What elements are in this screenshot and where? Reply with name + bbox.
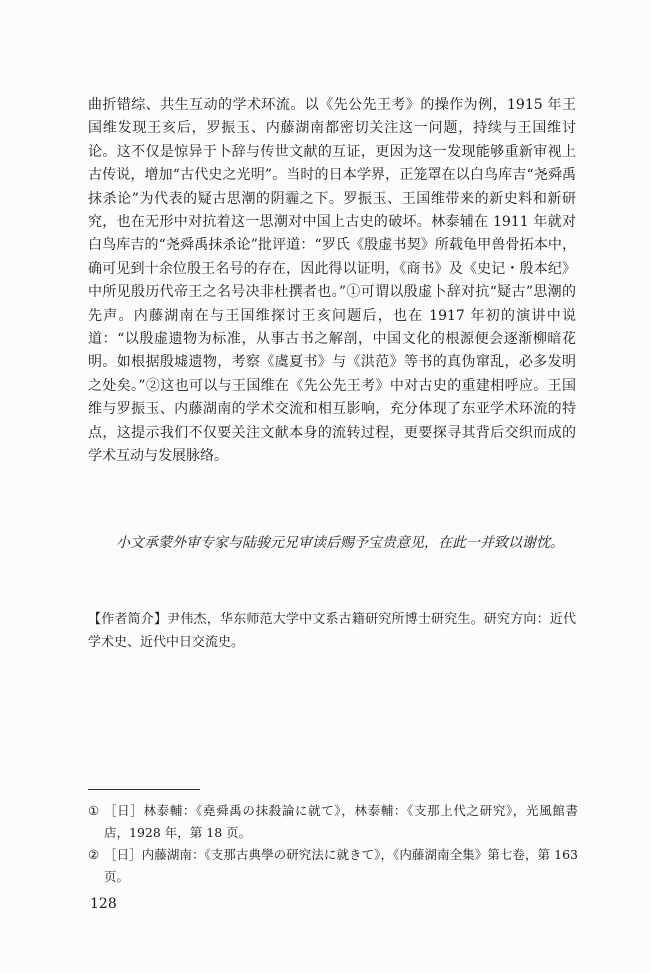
page-number: 128 — [90, 896, 117, 912]
footnotes — [88, 800, 578, 888]
footnote-text: ［日］内藤湖南：《支那古典學の研究法に就きて》，《内藤湖南全集》第七卷，第 163 页。 — [104, 847, 578, 884]
footnote-mark: ① — [88, 803, 100, 818]
author-bio: 【作者简介】尹伟杰，华东师范大学中文系古籍研究所博士研究生。研究方向：近代学术史、近代中日交流史。 — [88, 612, 576, 650]
footnote-mark: ② — [88, 847, 100, 862]
footnote-text: ［日］林泰輔：《堯舜禹の抹殺論に就て》，林泰輔：《支那上代之研究》，光風館書店，1928 年，第 18 页。 — [104, 803, 578, 840]
footnote-2 — [88, 844, 578, 888]
footnote-1 — [88, 800, 578, 844]
acknowledgment: 小文承蒙外审专家与陆骏元兄审读后赐予宝贵意见，在此一并致以谢忱。 — [116, 535, 564, 551]
main-paragraph: 曲折错综、共生互动的学术环流。以《先公先王考》的操作为例，1915 年王国维发现王亥后，罗振玉、内藤湖南都密切关注这一问题，持续与王国维讨论。这不仅是惊异于卜辞与传世文献的互证，更因为这一发现能够重新审视上古传说，增加“古代史之光明”。当时的日本学界，正笼罩在以白鸟库吉“尧舜禹抹杀论”为代表的疑古思潮的阴霾之下。罗振玉、王国维带来的新史料和新研究，也在无形中对抗着这一思潮对中国上古史的破坏。林泰辅在 1911 年就对白鸟库吉的“尧舜禹抹杀论”批评道：“罗氏《殷虚书契》所载龟甲兽骨拓本中，确可见到十余位殷王名号的存在，因此得以证明，《商书》及《史记・殷本纪》中所见殷历代帝王之名号决非杜撰者也。”①可谓以殷虚卜辞对抗“疑古”思潮的先声。内藤湖南在与王国维探讨王亥问题后，也在 1917 年初的演讲中说道：“以殷虚遗物为标准，从事古书之解剖，中国文化的根源便会逐渐柳暗花明。如根据殷墟遗物，考察《虞夏书》与《洪范》等书的真伪窜乱，必多发明之处矣。”②这也可以与王国维在《先公先王考》中对古史的重建相呼应。王国维与罗振玉、内藤湖南的学术交流和相互影响，充分体现了东亚学术环流的特点，这提示我们不仅要关注文献本身的流转过程，更要探寻其背后交织而成的学术互动与发展脉络。 — [88, 97, 576, 465]
footnote-divider — [88, 789, 200, 790]
